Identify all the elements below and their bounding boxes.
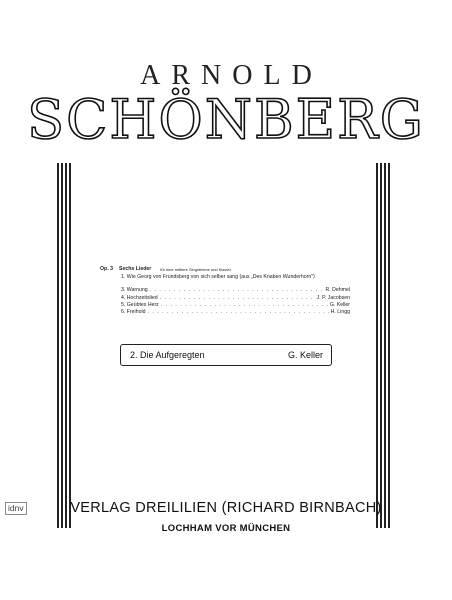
- left-border-line: [69, 163, 71, 528]
- highlighted-song-poet: G. Keller: [287, 350, 323, 360]
- highlighted-song-title: 2. Die Aufgeregten: [130, 350, 205, 360]
- right-border-line: [388, 163, 390, 528]
- watermark-stamp: idnv: [5, 502, 27, 515]
- publisher-location: LOCHHAM VOR MÜNCHEN: [161, 523, 291, 534]
- left-border-line: [61, 163, 63, 528]
- song-entry: [100, 287, 350, 294]
- song-poet: J. P. Jacobsen: [316, 294, 350, 301]
- song-entry: [100, 309, 350, 316]
- song-title: 6. Freihold: [121, 309, 146, 316]
- composer-last-name: SCHÖNBERG: [27, 88, 425, 151]
- first-song: 1. Wie Georg von Frundsberg von sich selber sang (aus „Des Knaben Wunderhorn"): [121, 274, 315, 281]
- leader-dots: [161, 302, 328, 309]
- work-subtitle: für eine mittlere Singstimme und Klavier: [160, 267, 231, 272]
- song-entry: [100, 302, 350, 309]
- song-title: 4. Hochzeitslied: [121, 294, 158, 301]
- left-border-line: [57, 163, 59, 528]
- contents-heading: [100, 266, 350, 273]
- publisher-name: VERLAG DREILILIEN (RICHARD BIRNBACH): [70, 500, 382, 516]
- leader-dots: [160, 295, 315, 302]
- song-title: 5. Geübtes Herz: [121, 301, 159, 308]
- work-title: Sechs Lieder: [118, 266, 152, 272]
- leader-dots: [150, 287, 324, 294]
- composer-first-name: ARNOLD: [140, 60, 323, 91]
- right-border-line: [384, 163, 386, 528]
- contents-list: [100, 266, 350, 316]
- right-border-line: [376, 163, 378, 528]
- song-title: 3. Warnung: [121, 287, 148, 294]
- highlighted-song-box: [120, 344, 332, 366]
- right-border-line: [380, 163, 382, 528]
- song-poet: H. Lingg: [330, 309, 350, 316]
- song-poet: R. Dehmel: [325, 287, 350, 294]
- song-poet: G. Keller: [329, 301, 350, 308]
- leader-dots: [148, 309, 329, 316]
- opus-number: Op. 3: [100, 266, 113, 272]
- left-border-line: [65, 163, 67, 528]
- song-entry: [100, 295, 350, 302]
